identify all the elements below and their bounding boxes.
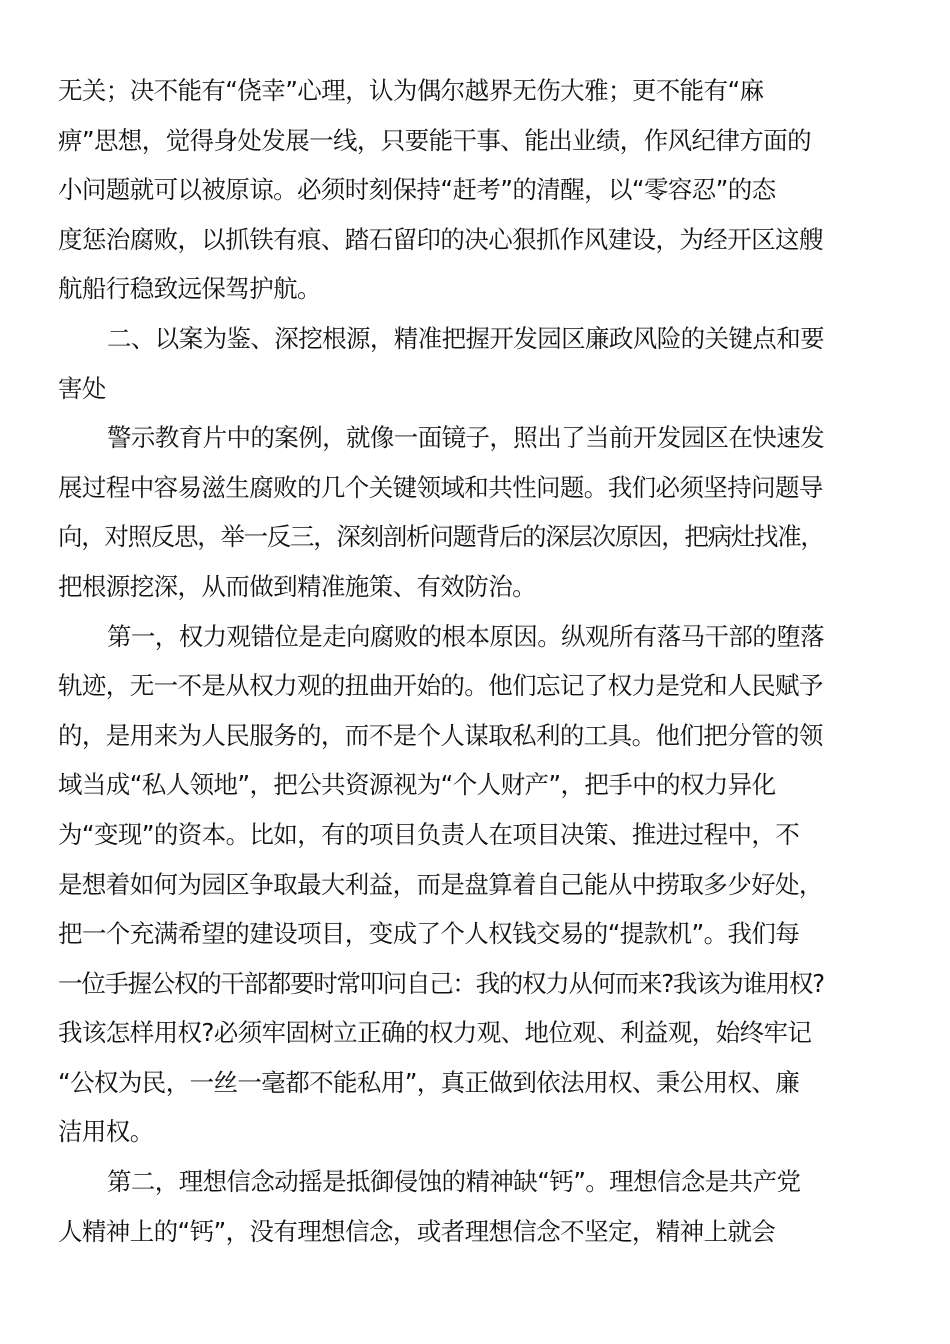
text-line: 域当成“私人领地”，把公共资源视为“个人财产”，把手中的权力异化 [58,770,776,800]
text-line: 把根源挖深，从而做到精准施策、有效防治。 [58,571,536,601]
section-heading-continued: 害处 [58,373,106,403]
text-line: 是想着如何为园区争取最大利益，而是盘算着自己能从中捞取多少好处， [58,869,823,899]
text-line: 度惩治腐败，以抓铁有痕、踏石留印的决心狠抓作风建设，为经开区这艘 [58,224,823,254]
paragraph-start: 第一，权力观错位是走向腐败的根本原因。纵观所有落马干部的堕落 [107,621,824,651]
text-line: 为“变现”的资本。比如，有的项目负责人在项目决策、推进过程中，不 [58,819,800,849]
text-line: 轨迹，无一不是从权力观的扭曲开始的。他们忘记了权力是党和人民赋予 [58,671,823,701]
text-line: 小问题就可以被原谅。必须时刻保持“赶考”的清醒，以“零容忍”的态 [58,175,776,205]
text-line: 一位手握公权的干部都要时常叩问自己：我的权力从何而来?我该为谁用权? [58,968,824,998]
text-line: 痹”思想，觉得身处发展一线，只要能干事、能出业绩，作风纪律方面的 [58,125,811,155]
text-line: 航船行稳致远保驾护航。 [58,274,321,304]
text-line: 洁用权。 [58,1117,154,1147]
text-line: 我该怎样用权?必须牢固树立正确的权力观、地位观、利益观，始终牢记 [58,1018,812,1048]
paragraph-start: 警示教育片中的案例，就像一面镜子，照出了当前开发园区在快速发 [107,423,824,453]
text-line: 人精神上的“钙”，没有理想信念，或者理想信念不坚定，精神上就会 [58,1216,776,1246]
text-line: 无关；决不能有“侥幸”心理，认为偶尔越界无伤大雅；更不能有“麻 [58,76,764,105]
paragraph-start: 第二，理想信念动摇是抵御侵蚀的精神缺“钙”。理想信念是共产党 [107,1167,801,1197]
document-page [58,66,898,1256]
text-line: “公权为民，一丝一毫都不能私用”，真正做到依法用权、秉公用权、廉 [58,1067,800,1097]
section-heading: 二、以案为鉴、深挖根源，精准把握开发园区廉政风险的关键点和要 [107,323,824,353]
text-line: 把一个充满希望的建设项目，变成了个人权钱交易的“提款机”。我们每 [58,919,800,949]
text-line: 的，是用来为人民服务的，而不是个人谋取私利的工具。他们把分管的领 [58,720,823,750]
text-line: 展过程中容易滋生腐败的几个关键领域和共性问题。我们必须坚持问题导 [58,472,823,502]
text-line: 向，对照反思，举一反三，深刻剖析问题背后的深层次原因，把病灶找准， [58,522,824,552]
